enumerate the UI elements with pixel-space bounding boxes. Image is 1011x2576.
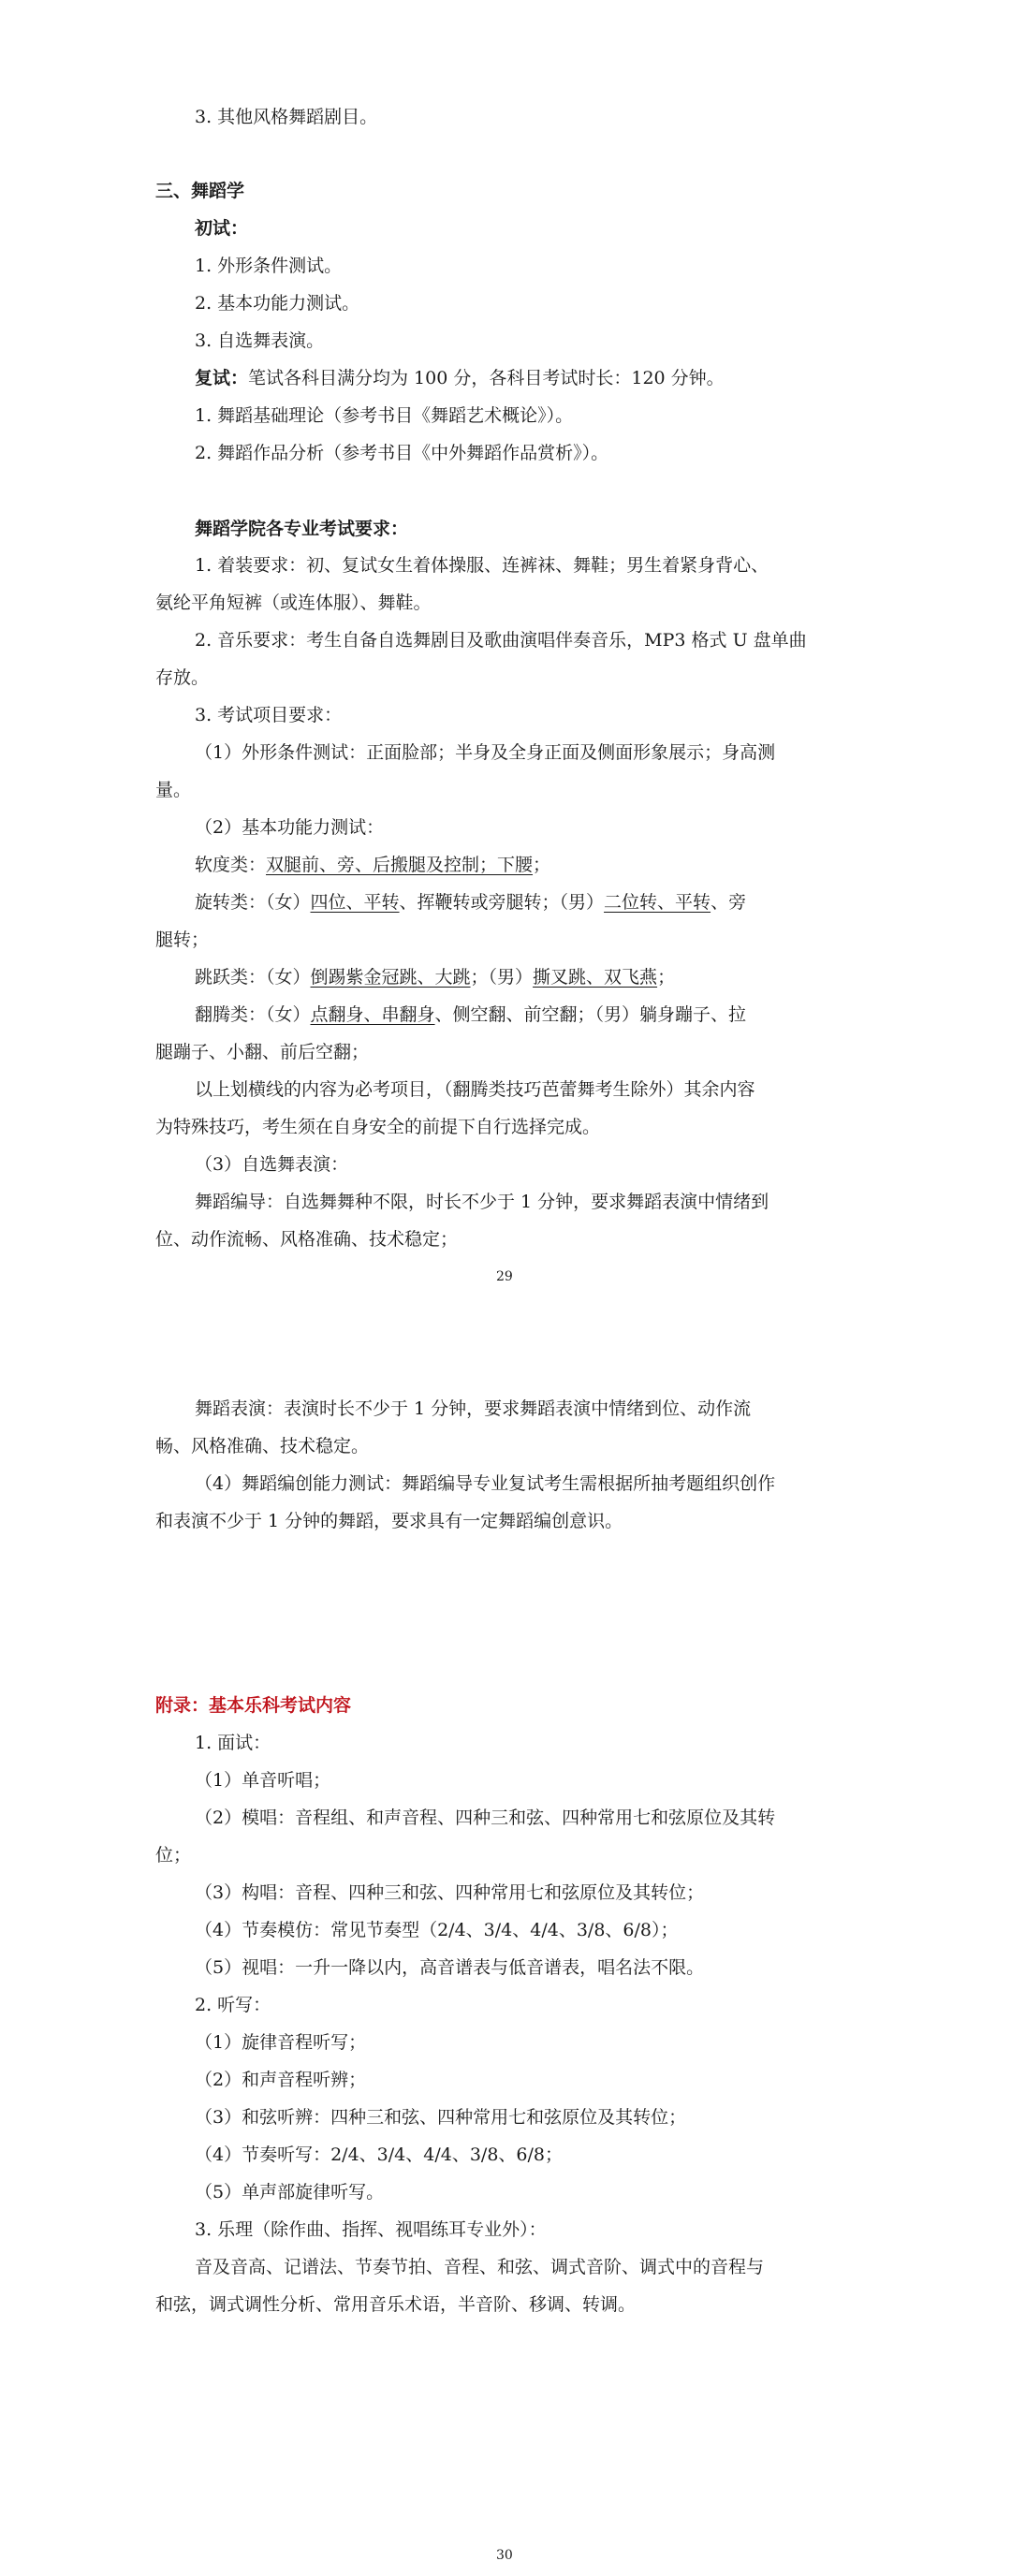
text-line: （2）模唱：音程组、和声音程、四种三和弦、四种常用七和弦原位及其转 — [195, 1808, 776, 1828]
item-text: 、侧空翻、前空翻；（男）躺身蹦子、拉 — [434, 1004, 747, 1025]
text-line: 存放。 — [155, 667, 210, 688]
text-line — [195, 854, 550, 876]
text-line: （4）节奏模仿：常见节奏型（2/4、3/4、4/4、3/8、6/8）； — [195, 1920, 679, 1940]
item-label: 软度类： — [195, 855, 267, 875]
text-line — [195, 891, 746, 914]
text-line: （5）视唱：一升一降以内，高音谱表与低音谱表，唱名法不限。 — [195, 1957, 705, 1978]
item-text: ；（男） — [470, 967, 534, 988]
text-line: 3. 考试项目要求： — [195, 705, 343, 725]
item-label: 翻腾类：（女） — [195, 1004, 311, 1025]
text-line: 腿蹦子、小翻、前后空翻； — [155, 1042, 370, 1062]
text-line: 1. 面试： — [195, 1733, 271, 1753]
text-line: 腿转； — [155, 929, 210, 950]
text-line: 2. 听写： — [195, 1995, 271, 2015]
retest-text: 笔试各科目满分均为 100 分，各科目考试时长：120 分钟。 — [248, 368, 725, 388]
text-line: 位、动作流畅、风格准确、技术稳定； — [155, 1229, 459, 1250]
subheading-retest: 复试： — [195, 368, 249, 388]
text-line: 3. 乐理（除作曲、指挥、视唱练耳专业外）： — [195, 2219, 547, 2240]
text-line: （1）外形条件测试：正面脸部；半身及全身正面及侧面形象展示；身高测 — [195, 742, 776, 763]
text-line: 为特殊技巧，考生须在自身安全的前提下自行选择完成。 — [155, 1117, 601, 1137]
item-text: 、旁 — [711, 892, 747, 913]
text-line — [195, 367, 725, 389]
text-line: 3. 其他风格舞蹈剧目。 — [195, 107, 378, 127]
text-line: 2. 基本功能力测试。 — [195, 293, 360, 314]
page-number: 29 — [496, 1269, 513, 1284]
text-line: 畅、风格准确、技术稳定。 — [155, 1436, 370, 1456]
item-text: 、挥鞭转或旁腿转；（男） — [399, 892, 605, 913]
required-item: 四位、平转 — [310, 892, 400, 913]
required-item: 撕叉跳、双飞燕 — [533, 967, 658, 988]
text-line: 2. 音乐要求：考生自备自选舞剧目及歌曲演唱伴奏音乐，MP3 格式 U 盘单曲 — [195, 630, 807, 651]
required-item: 倒踢紫金冠跳、大跳 — [310, 967, 471, 988]
text-line: 音及音高、记谱法、节奏节拍、音程、和弦、调式音阶、调式中的音程与 — [195, 2257, 765, 2277]
required-item: 二位转、平转 — [604, 892, 711, 913]
punctuation: ； — [657, 967, 676, 988]
text-line: 以上划横线的内容为必考项目，（翻腾类技巧芭蕾舞考生除外）其余内容 — [195, 1079, 755, 1100]
text-line: 舞蹈表演：表演时长不少于 1 分钟，要求舞蹈表演中情绪到位、动作流 — [195, 1398, 752, 1419]
text-line: 2. 舞蹈作品分析（参考书目《中外舞蹈作品赏析》）。 — [195, 443, 609, 463]
text-line: （4）舞蹈编创能力测试：舞蹈编导专业复试考生需根据所抽考题组织创作 — [195, 1473, 776, 1494]
item-label: 跳跃类：（女） — [195, 967, 311, 988]
subheading-preliminary: 初试： — [195, 218, 249, 239]
required-item: 双腿前、旁、后搬腿及控制；下腰 — [266, 855, 534, 875]
text-line: （3）构唱：音程、四种三和弦、四种常用七和弦原位及其转位； — [195, 1882, 705, 1903]
text-line: 位； — [155, 1845, 192, 1866]
text-line: （2）和声音程听辨； — [195, 2070, 367, 2090]
text-line: （1）旋律音程听写； — [195, 2032, 367, 2053]
text-line — [195, 1003, 746, 1026]
punctuation: ； — [533, 855, 551, 875]
text-line: （3）和弦听辨：四种三和弦、四种常用七和弦原位及其转位； — [195, 2107, 687, 2128]
required-item: 点翻身、串翻身 — [310, 1004, 435, 1025]
text-line — [195, 966, 675, 988]
subheading-requirements: 舞蹈学院各专业考试要求： — [195, 519, 409, 539]
text-line: 氨纶平角短裤（或连体服）、舞鞋。 — [155, 593, 432, 613]
text-line: 3. 自选舞表演。 — [195, 330, 325, 351]
text-line: 量。 — [155, 780, 192, 800]
text-line: （5）单声部旋律听写。 — [195, 2182, 385, 2203]
text-line: 和弦，调式调性分析、常用音乐术语，半音阶、移调、转调。 — [155, 2294, 637, 2315]
text-line: 和表演不少于 1 分钟的舞蹈，要求具有一定舞蹈编创意识。 — [155, 1511, 623, 1531]
text-line: （4）节奏听写：2/4、3/4、4/4、3/8、6/8； — [195, 2144, 563, 2165]
page-number: 30 — [496, 2548, 513, 2563]
text-line: 1. 外形条件测试。 — [195, 256, 343, 276]
text-line: （3）自选舞表演： — [195, 1154, 349, 1175]
text-line: 舞蹈编导：自选舞舞种不限，时长不少于 1 分钟，要求舞蹈表演中情绪到 — [195, 1192, 769, 1212]
text-line: （2）基本功能力测试： — [195, 817, 385, 838]
text-line: 1. 舞蹈基础理论（参考书目《舞蹈艺术概论》）。 — [195, 405, 574, 426]
section-heading: 三、舞蹈学 — [155, 181, 245, 201]
item-label: 旋转类：（女） — [195, 892, 311, 913]
appendix-heading: 附录：基本乐科考试内容 — [155, 1695, 352, 1716]
text-line: 1. 着装要求：初、复试女生着体操服、连裤袜、舞鞋；男生着紧身背心、 — [195, 555, 769, 576]
text-line: （1）单音听唱； — [195, 1770, 331, 1791]
